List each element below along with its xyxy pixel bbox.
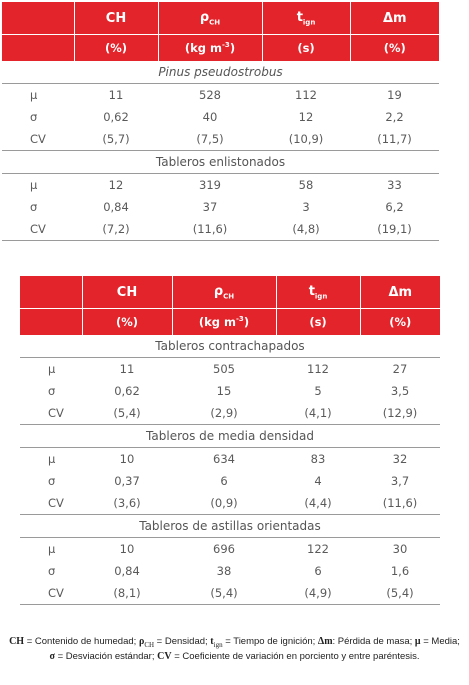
table-row xyxy=(20,448,440,471)
stat-label: σ xyxy=(48,384,56,398)
cell: 33 xyxy=(387,178,402,192)
cell: 27 xyxy=(392,362,408,376)
cell: (0,9) xyxy=(210,496,238,510)
cell: 12 xyxy=(298,110,314,124)
header-t: $t_{ign}$ xyxy=(262,2,350,35)
cell: 696 xyxy=(213,542,235,556)
table-row xyxy=(20,380,440,402)
cell: 112 xyxy=(307,362,329,376)
cell: (7,2) xyxy=(74,218,158,241)
cell: (3,6) xyxy=(113,496,141,510)
header-ch: CH xyxy=(74,2,158,35)
cell: 0,62 xyxy=(114,384,140,398)
cell: 83 xyxy=(310,452,326,466)
cell: 122 xyxy=(307,542,329,556)
cell: 38 xyxy=(216,564,232,578)
table-row xyxy=(20,470,440,492)
stat-label: CV xyxy=(48,496,64,510)
table-row xyxy=(20,538,440,561)
header-dm: Δm xyxy=(360,276,440,309)
table-pinus-enlistonados xyxy=(2,2,439,241)
cell: 112 xyxy=(295,88,317,102)
section-row xyxy=(20,335,440,358)
cell: (4,9) xyxy=(276,582,360,605)
header-rho: $\rho_{CH}$ xyxy=(158,2,262,35)
footnote-line-2: σ = Desviación estándar; CV = Coeficiente de variación en porciento y entre paréntesis. xyxy=(49,651,420,662)
unit-ch: (%) xyxy=(82,309,172,336)
cell: 4 xyxy=(314,474,322,488)
cell: 528 xyxy=(199,88,221,102)
units-row xyxy=(2,35,439,62)
stat-label: μ xyxy=(48,362,56,376)
stat-label: μ xyxy=(30,178,38,192)
cell: (7,5) xyxy=(196,132,224,146)
cell: (4,1) xyxy=(304,406,332,420)
table-row xyxy=(2,174,439,197)
table-row xyxy=(2,218,439,241)
header-row xyxy=(2,2,439,35)
table-row xyxy=(2,128,439,151)
cell: 6 xyxy=(314,564,322,578)
cell: (11,6) xyxy=(158,218,262,241)
cell: (10,9) xyxy=(288,132,324,146)
cell: 3,7 xyxy=(390,474,410,488)
footnote-line-1: CH = Contenido de humedad; $\rho_{CH}$ = Densidad; $t_{ign}$ = Tiempo de ignición; Δm: Pérdida de masa; μ = Media; xyxy=(9,636,460,649)
cell: 3 xyxy=(302,200,310,214)
footnote xyxy=(0,636,469,663)
units-blank xyxy=(20,309,82,336)
cell: 0,84 xyxy=(103,200,129,214)
unit-dm: (%) xyxy=(350,35,439,62)
header-blank xyxy=(2,2,74,35)
section-title: Tableros de media densidad xyxy=(20,425,440,448)
cell: 1,6 xyxy=(390,564,410,578)
cell: 11 xyxy=(119,362,135,376)
cell: 19 xyxy=(387,88,402,102)
cell: (11,6) xyxy=(382,496,418,510)
stat-label: CV xyxy=(20,582,82,605)
cell: (5,4) xyxy=(360,582,440,605)
cell: (8,1) xyxy=(82,582,172,605)
unit-dm: (%) xyxy=(360,309,440,336)
cell: (5,7) xyxy=(102,132,130,146)
cell: (12,9) xyxy=(382,406,418,420)
cell: 6 xyxy=(220,474,228,488)
unit-t: (s) xyxy=(262,35,350,62)
cell: (2,9) xyxy=(210,406,238,420)
header-rho: $\rho_{CH}$ xyxy=(172,276,276,309)
stat-label: σ xyxy=(48,564,56,578)
table-row xyxy=(20,358,440,381)
header-blank xyxy=(20,276,82,309)
units-row xyxy=(20,309,440,336)
cell: 12 xyxy=(108,178,124,192)
table-row xyxy=(2,106,439,128)
table-row xyxy=(2,196,439,218)
section-row xyxy=(2,61,439,84)
cell: 10 xyxy=(119,542,135,556)
stat-label: μ xyxy=(48,452,56,466)
cell: 30 xyxy=(392,542,408,556)
cell: 6,2 xyxy=(385,200,404,214)
cell: 32 xyxy=(392,452,408,466)
cell: (5,4) xyxy=(113,406,141,420)
cell: 319 xyxy=(199,178,221,192)
cell: 0,37 xyxy=(114,474,140,488)
table-row xyxy=(20,582,440,605)
stat-label: σ xyxy=(48,474,56,488)
section-row xyxy=(20,425,440,448)
table-panel-types xyxy=(20,276,440,605)
stat-label: CV xyxy=(30,132,46,146)
header-row xyxy=(20,276,440,309)
cell: (4,4) xyxy=(304,496,332,510)
stat-label: μ xyxy=(30,88,38,102)
section-title: Tableros contrachapados xyxy=(20,335,440,358)
section-row xyxy=(20,515,440,538)
header-t: $t_{ign}$ xyxy=(276,276,360,309)
cell: 40 xyxy=(202,110,218,124)
cell: (4,8) xyxy=(262,218,350,241)
unit-rho: (kg $m^{-3}$) xyxy=(158,35,262,62)
cell: (19,1) xyxy=(350,218,439,241)
stat-label: σ xyxy=(30,110,38,124)
stat-label: σ xyxy=(30,200,38,214)
cell: 0,84 xyxy=(114,564,140,578)
cell: 58 xyxy=(298,178,314,192)
cell: 0,62 xyxy=(103,110,129,124)
section-row xyxy=(2,151,439,174)
cell: 5 xyxy=(314,384,322,398)
section-title: Tableros enlistonados xyxy=(2,151,439,174)
cell: (5,4) xyxy=(172,582,276,605)
table-row xyxy=(2,84,439,107)
section-title: Tableros de astillas orientadas xyxy=(20,515,440,538)
unit-ch: (%) xyxy=(74,35,158,62)
cell: 37 xyxy=(202,200,218,214)
unit-rho: (kg $m^{-3}$) xyxy=(172,309,276,336)
cell: 505 xyxy=(213,362,235,376)
cell: 11 xyxy=(108,88,124,102)
cell: (11,7) xyxy=(377,132,412,146)
header-dm: Δm xyxy=(350,2,439,35)
table-row xyxy=(20,560,440,582)
section-title: Pinus pseudostrobus xyxy=(2,61,439,84)
cell: 15 xyxy=(216,384,232,398)
cell: 2,2 xyxy=(385,110,404,124)
stat-label: CV xyxy=(2,218,74,241)
stat-label: CV xyxy=(48,406,64,420)
cell: 10 xyxy=(119,452,135,466)
cell: 634 xyxy=(213,452,235,466)
cell: 3,5 xyxy=(390,384,410,398)
unit-t: (s) xyxy=(276,309,360,336)
table-row xyxy=(20,492,440,515)
table-row xyxy=(20,402,440,425)
units-blank xyxy=(2,35,74,62)
header-ch: CH xyxy=(82,276,172,309)
stat-label: μ xyxy=(48,542,56,556)
